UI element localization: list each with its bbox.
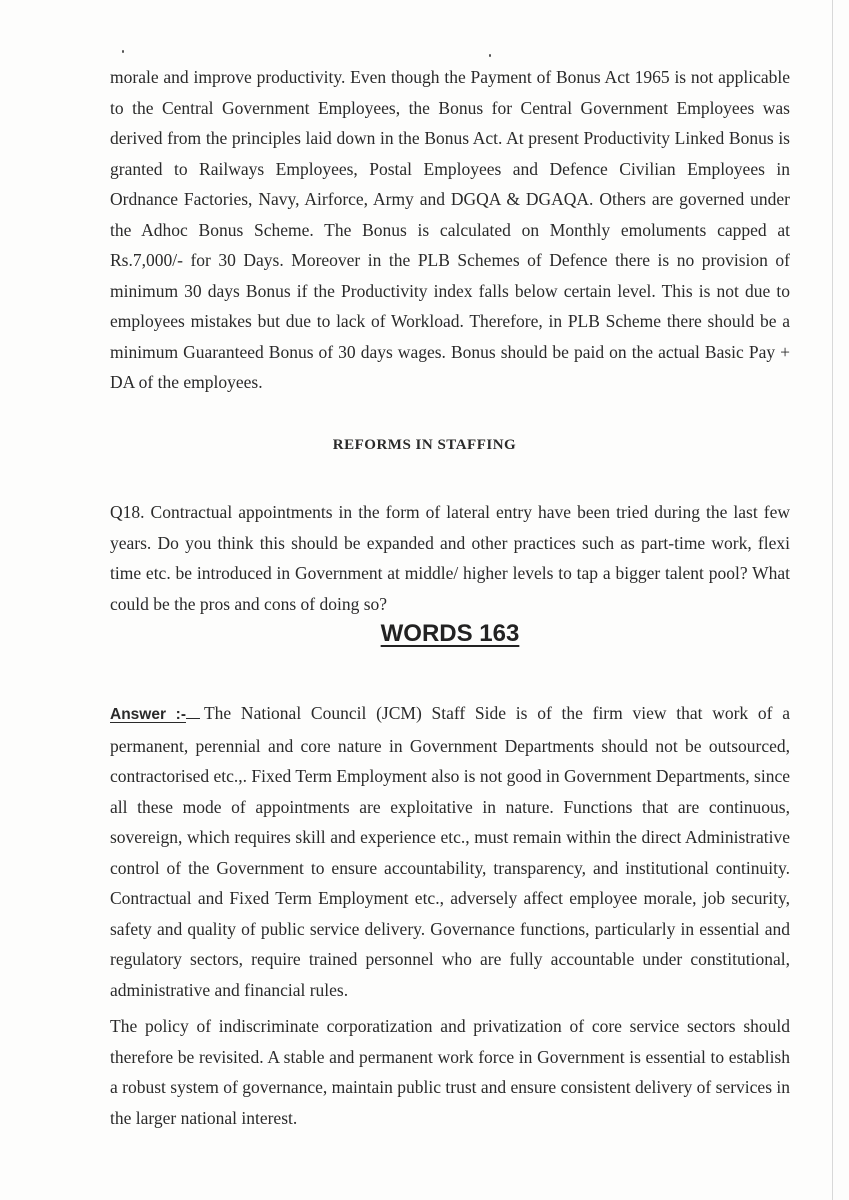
answer-label: Answer :- <box>110 706 186 723</box>
scan-speck <box>122 50 124 53</box>
question-paragraph: Q18. Contractual appointments in the form of lateral entry have been tried during the last few years. Do you think this should be expanded and other practices such as part-time work, flexi time etc. be introduced in Government at middle/ higher levels to tap a bigger talent pool? What could be the pros and cons of doing so? <box>110 502 790 614</box>
word-count-heading: WORDS 163 <box>380 620 520 647</box>
answer-paragraph-2: The policy of indiscriminate corporatization and privatization of core service sectors should therefore be revisited. A stable and permanent work force in Government is essential to establish a robust system of governance, maintain public trust and ensure consistent delivery of services in the larger national interest. <box>110 1016 790 1128</box>
section-heading: REFORMS IN STAFFING <box>332 437 517 453</box>
intro-paragraph: morale and improve productivity. Even though the Payment of Bonus Act 1965 is not applicable to the Central Government Employees, the Bonus for Central Government Employees was derived from the principles laid down in the Bonus Act. At present Productivity Linked Bonus is granted to Railways Employees, Postal Employees and Defence Civilian Employees in Ordnance Factories, Navy, Airforce, Army and DGQA & DGAQA. Others are governed under the Adhoc Bonus Scheme. The Bonus is calculated on Monthly emoluments capped at Rs.7,000/- for 30 Days. Moreover in the PLB Schemes of Defence there is no provision of minimum 30 days Bonus if the Productivity index falls below certain level. This is not due to employees mistakes but due to lack of Workload. Therefore, in PLB Scheme there should be a minimum Guaranteed Bonus of 30 days wages. Bonus should be paid on the actual Basic Pay + DA of the employees. <box>110 67 790 392</box>
answer-text-1: The National Council (JCM) Staff Side is of the firm view that work of a permanent, perennial and core nature in Government Departments should not be outsourced, contractorised etc.,. Fixed Term Employment also is not good in Government Departments, since all these mode of appointments are exploitative in nature. Functions that are continuous, sovereign, which requires skill and experience etc., must remain within the direct Administrative control of the Government to ensure accountability, transparency, and institutional continuity. Contractual and Fixed Term Employment etc., adversely affect employee morale, job security, safety and quality of public service delivery. Governance functions, particularly in essential and regulatory sectors, require trained personnel who are fully accountable under constitutional, administrative and financial rules. <box>110 703 790 1000</box>
scan-speck <box>489 54 491 57</box>
answer-paragraph-1 <box>110 698 790 1005</box>
answer-underline-gap <box>186 704 200 719</box>
scan-edge-line <box>832 0 833 1200</box>
